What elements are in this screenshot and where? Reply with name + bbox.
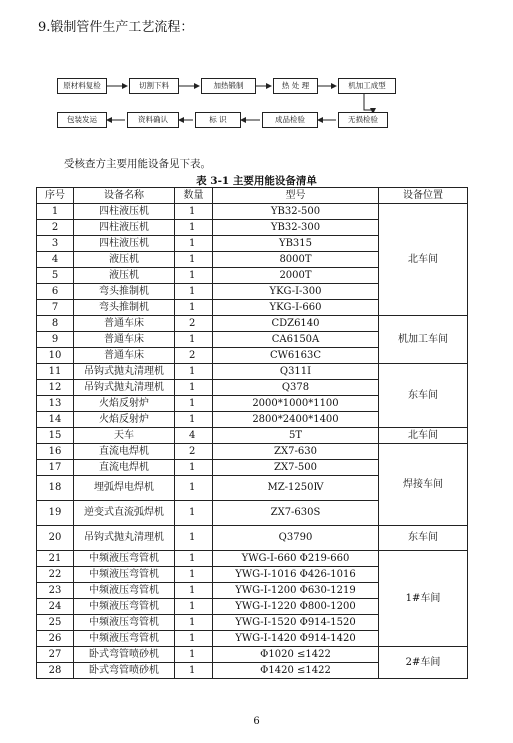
cell-qty: 1 bbox=[175, 364, 213, 380]
cell-no: 23 bbox=[37, 583, 74, 599]
table-row bbox=[37, 428, 468, 444]
cell-qty: 1 bbox=[175, 460, 213, 476]
table-row bbox=[37, 551, 468, 567]
cell-name: 吊钩式抛丸清理机 bbox=[74, 364, 175, 380]
cell-name: 卧式弯管喷砂机 bbox=[74, 647, 175, 663]
cell-qty: 1 bbox=[175, 599, 213, 615]
cell-name: 埋弧焊电焊机 bbox=[74, 476, 175, 501]
table-row bbox=[37, 444, 468, 460]
cell-location: 机加工车间 bbox=[379, 316, 468, 364]
cell-model: ZX7-630S bbox=[213, 501, 379, 526]
cell-no: 19 bbox=[37, 501, 74, 526]
cell-qty: 1 bbox=[175, 501, 213, 526]
flow-step-6: 无损检验 bbox=[338, 112, 388, 128]
flow-step-4: 热 处 理 bbox=[273, 78, 318, 94]
cell-no: 10 bbox=[37, 348, 74, 364]
cell-qty: 1 bbox=[175, 551, 213, 567]
cell-name: 弯头推制机 bbox=[74, 284, 175, 300]
cell-model: 2000T bbox=[213, 268, 379, 284]
cell-name: 四柱液压机 bbox=[74, 220, 175, 236]
cell-name: 中频液压弯管机 bbox=[74, 631, 175, 647]
cell-qty: 1 bbox=[175, 567, 213, 583]
cell-model: YWG-Ⅰ-660 Φ219-660 bbox=[213, 551, 379, 567]
flow-step-7: 成品检验 bbox=[262, 112, 318, 128]
table-caption: 表 3-1 主要用能设备清单 bbox=[196, 175, 317, 187]
cell-qty: 1 bbox=[175, 412, 213, 428]
cell-location: 北车间 bbox=[379, 428, 468, 444]
cell-model: YWG-Ⅰ-1016 Φ426-1016 bbox=[213, 567, 379, 583]
table-row bbox=[37, 204, 468, 220]
cell-no: 6 bbox=[37, 284, 74, 300]
cell-qty: 4 bbox=[175, 428, 213, 444]
cell-qty: 1 bbox=[175, 583, 213, 599]
flow-step-2: 切割下料 bbox=[129, 78, 179, 94]
cell-name: 中频液压弯管机 bbox=[74, 551, 175, 567]
cell-model: 8000T bbox=[213, 252, 379, 268]
flow-step-3: 加热锻制 bbox=[201, 78, 256, 94]
cell-no: 2 bbox=[37, 220, 74, 236]
cell-qty: 1 bbox=[175, 284, 213, 300]
table-row bbox=[37, 364, 468, 380]
header-name: 设备名称 bbox=[74, 188, 175, 204]
cell-name: 弯头推制机 bbox=[74, 300, 175, 316]
cell-no: 5 bbox=[37, 268, 74, 284]
cell-qty: 1 bbox=[175, 204, 213, 220]
cell-qty: 2 bbox=[175, 348, 213, 364]
cell-no: 21 bbox=[37, 551, 74, 567]
cell-qty: 2 bbox=[175, 444, 213, 460]
cell-name: 普通车床 bbox=[74, 348, 175, 364]
cell-model: ZX7-630 bbox=[213, 444, 379, 460]
cell-name: 天车 bbox=[74, 428, 175, 444]
cell-model: ZX7-500 bbox=[213, 460, 379, 476]
cell-no: 4 bbox=[37, 252, 74, 268]
cell-name: 中频液压弯管机 bbox=[74, 615, 175, 631]
table-row bbox=[37, 526, 468, 551]
equipment-table bbox=[36, 187, 468, 679]
cell-model: 2800*2400*1400 bbox=[213, 412, 379, 428]
cell-name: 四柱液压机 bbox=[74, 204, 175, 220]
cell-model: Q378 bbox=[213, 380, 379, 396]
cell-name: 火焰反射炉 bbox=[74, 396, 175, 412]
cell-model: YWG-Ⅰ-1200 Φ630-1219 bbox=[213, 583, 379, 599]
cell-model: Q311Ⅰ bbox=[213, 364, 379, 380]
cell-no: 18 bbox=[37, 476, 74, 501]
cell-name: 吊钩式抛丸清理机 bbox=[74, 526, 175, 551]
cell-model: YWG-Ⅰ-1420 Φ914-1420 bbox=[213, 631, 379, 647]
cell-qty: 1 bbox=[175, 332, 213, 348]
header-qty: 数量 bbox=[175, 188, 213, 204]
flow-step-8: 标 识 bbox=[195, 112, 241, 128]
cell-model: MZ-1250Ⅳ bbox=[213, 476, 379, 501]
cell-qty: 1 bbox=[175, 526, 213, 551]
flow-step-5: 机加工成型 bbox=[338, 78, 396, 94]
cell-no: 22 bbox=[37, 567, 74, 583]
cell-model: 2000*1000*1100 bbox=[213, 396, 379, 412]
cell-model: CDZ6140 bbox=[213, 316, 379, 332]
cell-name: 直流电焊机 bbox=[74, 460, 175, 476]
process-flowchart bbox=[0, 0, 513, 140]
cell-model: Φ1420 ≤1422 bbox=[213, 663, 379, 679]
cell-model: YKG-Ⅰ-660 bbox=[213, 300, 379, 316]
cell-no: 28 bbox=[37, 663, 74, 679]
cell-model: YWG-Ⅰ-1220 Φ800-1200 bbox=[213, 599, 379, 615]
cell-model: CA6150A bbox=[213, 332, 379, 348]
cell-model: CW6163C bbox=[213, 348, 379, 364]
cell-no: 25 bbox=[37, 615, 74, 631]
cell-qty: 1 bbox=[175, 252, 213, 268]
header-no: 序号 bbox=[37, 188, 74, 204]
header-model: 型号 bbox=[213, 188, 379, 204]
cell-no: 24 bbox=[37, 599, 74, 615]
cell-no: 7 bbox=[37, 300, 74, 316]
cell-name: 中频液压弯管机 bbox=[74, 583, 175, 599]
table-row bbox=[37, 316, 468, 332]
cell-qty: 1 bbox=[175, 380, 213, 396]
cell-location: 2#车间 bbox=[379, 647, 468, 679]
cell-name: 中频液压弯管机 bbox=[74, 567, 175, 583]
cell-model: Q3790 bbox=[213, 526, 379, 551]
cell-name: 四柱液压机 bbox=[74, 236, 175, 252]
cell-location: 东车间 bbox=[379, 526, 468, 551]
cell-name: 中频液压弯管机 bbox=[74, 599, 175, 615]
cell-qty: 1 bbox=[175, 476, 213, 501]
cell-name: 火焰反射炉 bbox=[74, 412, 175, 428]
table-header-row bbox=[37, 188, 468, 204]
cell-model: YKG-Ⅰ-300 bbox=[213, 284, 379, 300]
cell-name: 逆变式直流弧焊机 bbox=[74, 501, 175, 526]
flow-step-10: 包装发运 bbox=[57, 112, 107, 128]
cell-qty: 1 bbox=[175, 631, 213, 647]
cell-model: YB32-500 bbox=[213, 204, 379, 220]
cell-location: 焊接车间 bbox=[379, 444, 468, 526]
cell-qty: 1 bbox=[175, 300, 213, 316]
section-heading: 9.锻制管件生产工艺流程： bbox=[38, 20, 194, 35]
cell-name: 液压机 bbox=[74, 252, 175, 268]
cell-qty: 1 bbox=[175, 615, 213, 631]
cell-model: YB315 bbox=[213, 236, 379, 252]
cell-model: YB32-300 bbox=[213, 220, 379, 236]
cell-location: 北车间 bbox=[379, 204, 468, 316]
cell-name: 卧式弯管喷砂机 bbox=[74, 663, 175, 679]
cell-no: 16 bbox=[37, 444, 74, 460]
cell-qty: 2 bbox=[175, 316, 213, 332]
cell-no: 14 bbox=[37, 412, 74, 428]
cell-no: 3 bbox=[37, 236, 74, 252]
cell-qty: 1 bbox=[175, 396, 213, 412]
cell-model: YWG-Ⅰ-1520 Φ914-1520 bbox=[213, 615, 379, 631]
cell-qty: 1 bbox=[175, 663, 213, 679]
table-row bbox=[37, 647, 468, 663]
cell-model: 5T bbox=[213, 428, 379, 444]
cell-qty: 1 bbox=[175, 647, 213, 663]
cell-model: Φ1020 ≤1422 bbox=[213, 647, 379, 663]
cell-qty: 1 bbox=[175, 236, 213, 252]
cell-location: 东车间 bbox=[379, 364, 468, 428]
cell-name: 吊钩式抛丸清理机 bbox=[74, 380, 175, 396]
flow-step-9: 资料确认 bbox=[127, 112, 179, 128]
cell-no: 17 bbox=[37, 460, 74, 476]
intro-text: 受核查方主要用能设备见下表。 bbox=[64, 158, 211, 170]
cell-no: 11 bbox=[37, 364, 74, 380]
cell-qty: 1 bbox=[175, 268, 213, 284]
cell-no: 1 bbox=[37, 204, 74, 220]
cell-name: 普通车床 bbox=[74, 332, 175, 348]
flow-step-1: 原材料复检 bbox=[57, 78, 107, 94]
cell-name: 普通车床 bbox=[74, 316, 175, 332]
cell-name: 直流电焊机 bbox=[74, 444, 175, 460]
cell-location: 1#车间 bbox=[379, 551, 468, 647]
cell-no: 9 bbox=[37, 332, 74, 348]
cell-no: 26 bbox=[37, 631, 74, 647]
cell-no: 12 bbox=[37, 380, 74, 396]
cell-name: 液压机 bbox=[74, 268, 175, 284]
header-location: 设备位置 bbox=[379, 188, 468, 204]
cell-no: 15 bbox=[37, 428, 74, 444]
cell-no: 13 bbox=[37, 396, 74, 412]
page-number: 6 bbox=[253, 716, 260, 727]
cell-no: 20 bbox=[37, 526, 74, 551]
cell-no: 8 bbox=[37, 316, 74, 332]
cell-no: 27 bbox=[37, 647, 74, 663]
cell-qty: 1 bbox=[175, 220, 213, 236]
